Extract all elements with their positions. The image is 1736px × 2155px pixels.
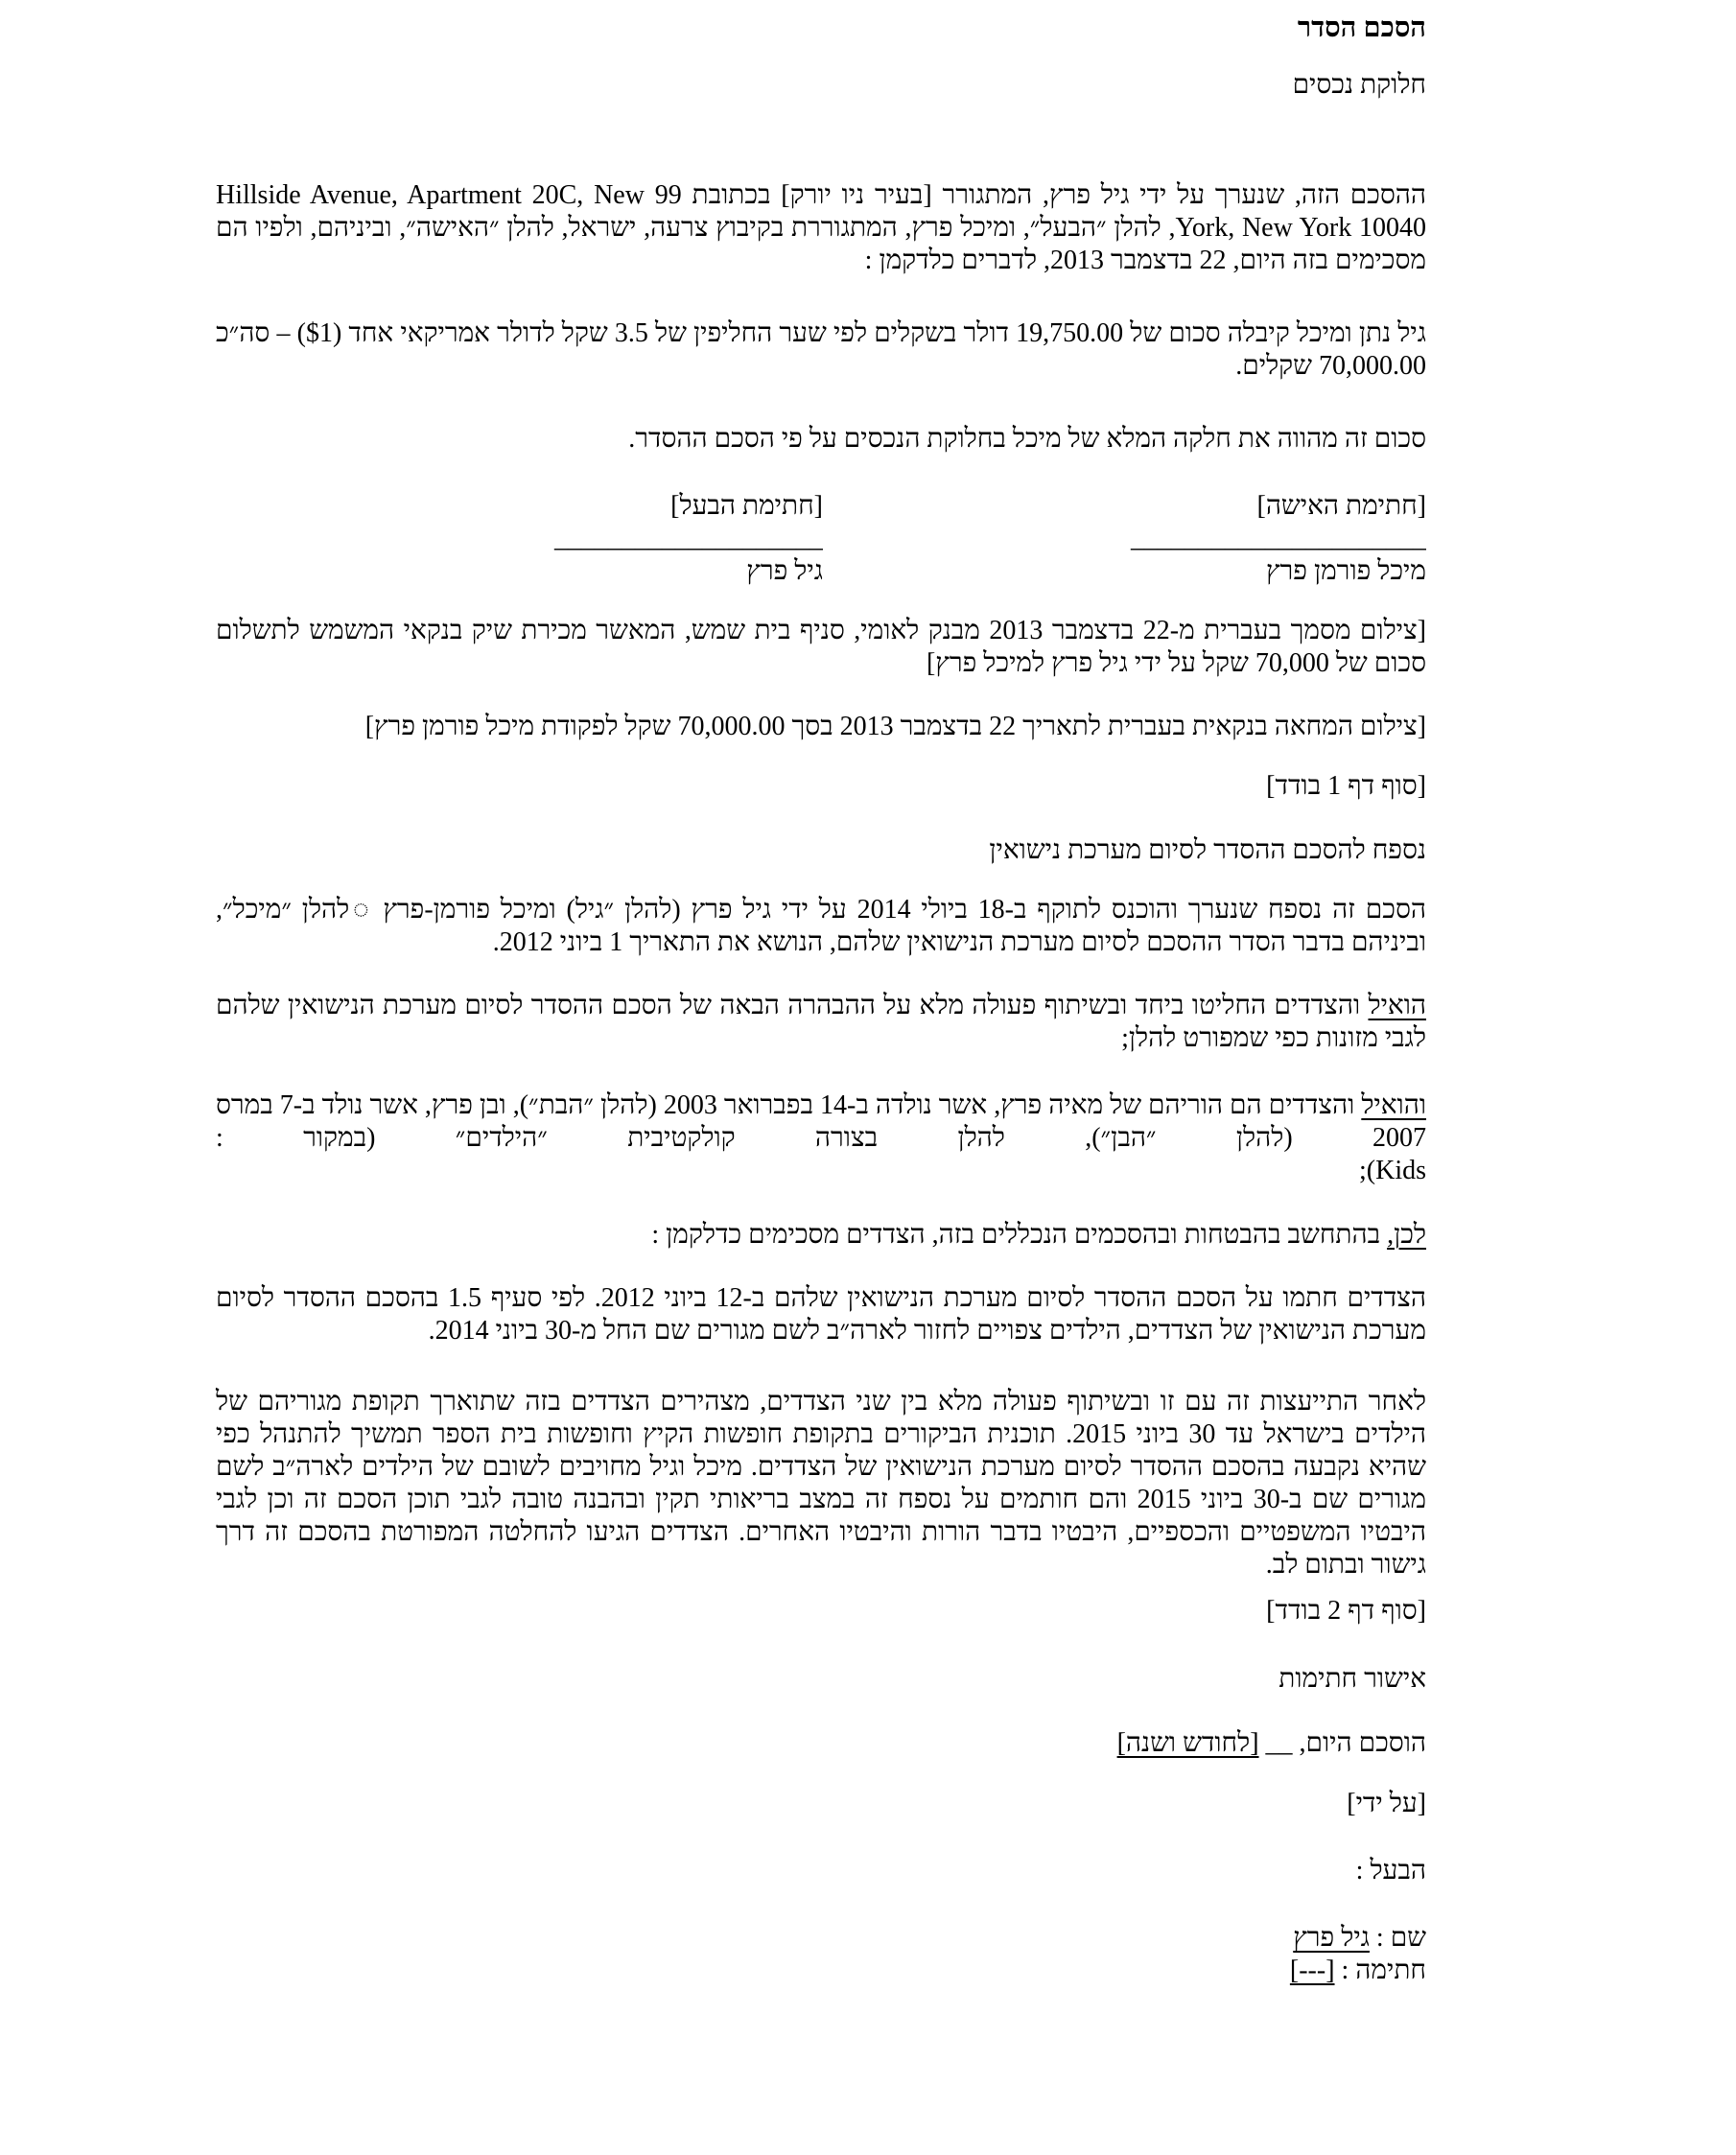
- end-of-page-2-marker: [סוף דף 2 בודד]: [1266, 1596, 1426, 1626]
- agreed-date-line: [216, 1727, 1426, 1760]
- kids-source-line: Kids);: [1358, 1156, 1426, 1185]
- whereas-clause-1: [216, 990, 1426, 1055]
- therefore-lead-word: לכן,: [1387, 1220, 1426, 1250]
- name-label: שם :: [1369, 1923, 1426, 1953]
- whereas-2-body: [216, 1089, 1426, 1155]
- therefore-text: בהתחשב בהבטחות ובהסכמים הנכללים בזה, הצדדים מסכימים כדלקמן :: [651, 1220, 1388, 1250]
- wife-signature-line: ______________________: [1131, 524, 1426, 553]
- name-line: [216, 1922, 1426, 1955]
- whereas-1-text: והצדדים החליטו ביחד ובשיתוף פעולה מלא על ההבהרה הבאה של הסכם ההסדר לסיום מערכת הנישואין שלהם לגבי מזונות כפי שמפורט להלן;: [216, 991, 1426, 1053]
- husband-signature-column: [550, 490, 823, 588]
- whereas-1-lead-word: הואיל: [1368, 991, 1426, 1020]
- appendix-paragraph: הסכם זה נספח שנערך והוכנס לתוקף ב-18 ביולי 2014 על ידי גיל פרץ (להלן ״גיל) ומיכל פורמן-פרץ ◌להלן ״מיכל״, וביניהם בדבר הסדר ההסכם לסיום מערכת הנישואין שלהם, הנושא את התאריך 1 ביוני 2012.: [216, 895, 1426, 957]
- therefore-clause: [216, 1219, 1426, 1252]
- document-title: הסכם הסדר: [1297, 12, 1426, 43]
- appendix-title: נספח להסכם ההסדר לסיום מערכת נישואין: [989, 835, 1426, 865]
- agreed-date-prefix: הוסכם היום, __: [1258, 1728, 1426, 1758]
- wife-signature-name: מיכל פורמן פרץ: [1265, 556, 1426, 586]
- signature-line: [216, 1955, 1426, 1987]
- bank-check-note: [צילום המחאה בנקאית בעברית לתאריך 22 בדצמבר 2013 בסך 70,000.00 שקל לפקודת מיכל פורמן פרץ]: [364, 712, 1426, 741]
- intro-paragraph: ההסכם הזה, שנערך על ידי גיל פרץ, המתגורר [בעיר ניו יורק] בכתובת 99 Hillside Avenue, Apartment 20C, New York, New York 10040, להלן ״הבעל״, ומיכל פרץ, המתגוררת בקיבוץ צרעה, ישראל, להלן ״האישה״, וביניהם, ולפיו הם מסכימים בזה היום, 22 בדצמבר 2013, לדברים כלדקמן :: [216, 180, 1427, 275]
- document-subtitle: חלוקת נכסים: [1292, 70, 1426, 100]
- whereas-2-text: והצדדים הם הוריהם של מאיה פרץ, אשר נולדה ב-14 בפברואר 2003 (להלן ״הבת״), ובן פרץ, אשר נולד ב-7 במרס 2007 (להלן ״הבן״), להלן בצורה קולקטיבית ״הילדים״ (במקור :: [216, 1090, 1426, 1153]
- whereas-clause-2: [216, 1089, 1426, 1187]
- wife-signature-column: [1129, 490, 1426, 588]
- payment-paragraph: גיל נתן ומיכל קיבלה סכום של 19,750.00 דולר בשקלים לפי שער החליפין של 3.5 שקל לדולר אמריקאי אחד ($1) – סה״כ 70,000.00 שקלים.: [216, 318, 1426, 381]
- end-of-page-1-marker: [סוף דף 1 בודד]: [1266, 771, 1426, 801]
- signature-value: [---]: [1289, 1956, 1335, 1985]
- husband-signature-line: ____________________: [554, 524, 823, 553]
- bank-document-note: [צילום מסמך בעברית מ-22 בדצמבר 2013 מבנק לאומי, סניף בית שמש, המאשר מכירת שיק בנקאי המשמש לתשלום סכום של 70,000 שקל על ידי גיל פרץ למיכל פרץ]: [216, 616, 1426, 678]
- husband-signature-name: גיל פרץ: [746, 556, 823, 586]
- by-line: [על ידי]: [1347, 1789, 1426, 1818]
- whereas-2-lead-word: והואיל: [1361, 1090, 1426, 1120]
- signature-label: חתימה :: [1334, 1956, 1426, 1985]
- document-content: [216, 12, 1426, 1987]
- sum-paragraph: סכום זה מהווה את חלקה המלא של מיכל בחלוקת הנכסים על פי הסכם ההסדר.: [628, 424, 1426, 454]
- husband-section-heading: הבעל :: [1355, 1856, 1426, 1886]
- signed-agreement-paragraph: הצדדים חתמו על הסכם ההסדר לסיום מערכת הנישואין שלהם ב-12 ביוני 2012. לפי סעיף 1.5 בהסכם ההסדר לסיום מערכת הנישואין של הצדדים, הילדים צפויים לחזור לארה״ב לשם מגורים שם החל מ-30 ביוני 2014.: [216, 1283, 1426, 1346]
- husband-signature-label: [חתימת הבעל]: [670, 491, 823, 521]
- wife-signature-label: [חתימת האישה]: [1256, 491, 1426, 521]
- extension-paragraph: לאחר התייעצות זה עם זו ובשיתוף פעולה מלא בין שני הצדדים, מצהירים הצדדים בזה שתוארך תקופת מגוריהם של הילדים בישראל עד 30 ביוני 2015. תוכנית הביקורים בתקופת חופשות הקיץ וחופשות בית הספר תמשיך להתנהל כפי שהיא נקבעה בהסכם ההסדר לסיום מערכת הנישואין של הצדדים. מיכל וגיל מחויבים לשובם של הילדים לארה״ב לשם מגורים שם ב-30 ביוני 2015 והם חותמים על נספח זה במצב בריאותי תקין ובהבנה טובה לגבי תוכן הסכם זה וכן לגבי היבטיו המשפטיים והכספיים, היבטיו בדבר הורות והיבטיו האחרים. הצדדים הגיעו להחלטה המפורטת בהסכם זה דרך גישור ובתום לב.: [216, 1387, 1427, 1580]
- signature-approval-title: אישור חתימות: [1279, 1664, 1426, 1694]
- signature-block: [216, 490, 1426, 588]
- name-value: גיל פרץ: [1293, 1923, 1370, 1953]
- month-year-placeholder: [לחודש ושנה]: [1116, 1728, 1259, 1758]
